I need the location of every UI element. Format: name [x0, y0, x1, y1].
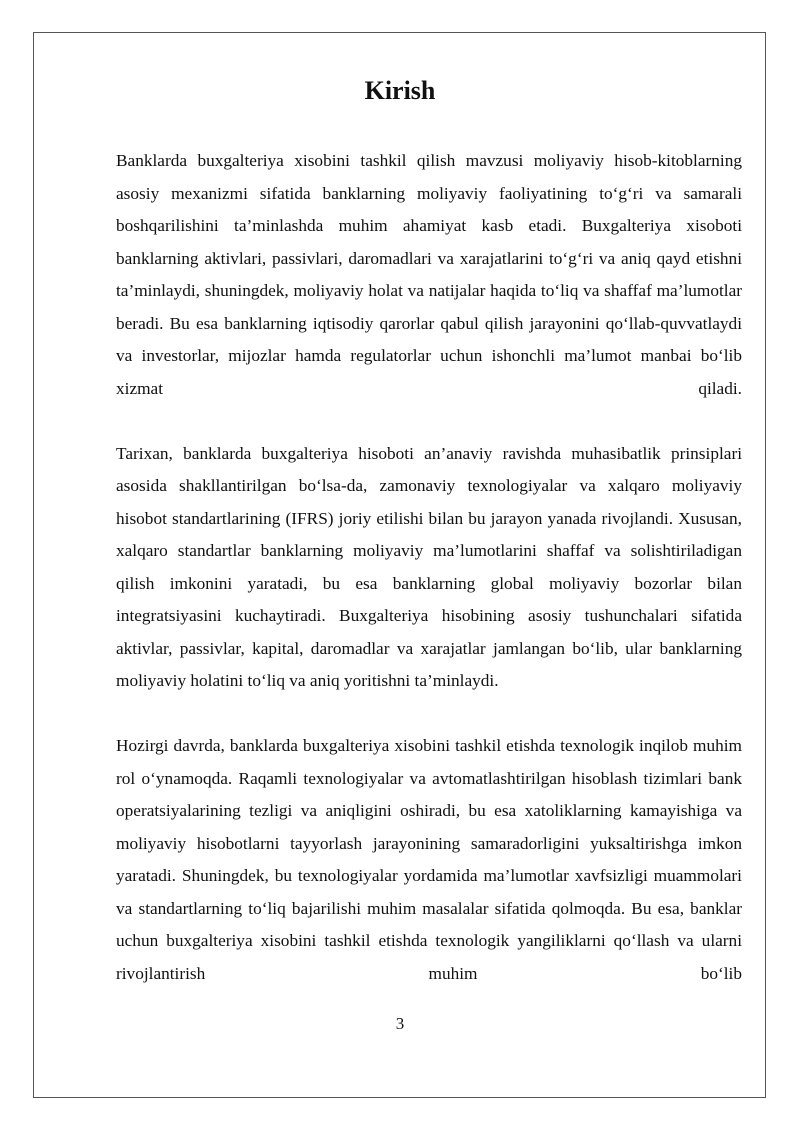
page-title: Kirish [364, 76, 436, 105]
document-body [116, 145, 742, 990]
paragraph-2: Tarixan, banklarda buxgalteriya hisoboti an’anaviy ravishda muhasibatlik prinsiplari asosida shakllantirilgan bo‘lsa-da, zamonaviy texnologiyalar va xalqaro moliyaviy hisobot standartlarining (IFRS) joriy etilishi bilan bu jarayon yanada rivojlandi. Xususan, xalqaro standartlar banklarning moliyaviy ma’lumotlarini shaffaf va solishtiriladigan qilish imkonini yaratadi, bu esa banklarning global moliyaviy bozorlar bilan integratsiyasini kuchaytiradi. Buxgalteriya hisobining asosiy tushunchalari sifatida aktivlar, passivlar, kapital, daromadlar va xarajatlar jamlangan bo‘lib, ular banklarning moliyaviy holatini to‘liq va aniq yoritishni ta’minlaydi. [116, 443, 742, 690]
paragraph-1: Banklarda buxgalteriya xisobini tashkil qilish mavzusi moliyaviy hisob-kitoblarning asosiy mexanizmi sifatida banklarning moliyaviy faoliyatining to‘g‘ri va samarali boshqarilishini ta’minlashda muhim ahamiyat kasb etadi. Buxgalteriya xisoboti banklarning aktivlari, passivlari, daromadlari va xarajatlarini to‘g‘ri va aniq qayd etishni ta’minlaydi, shuningdek, moliyaviy holat va natijalar haqida to‘liq va shaffaf ma’lumotlar beradi. Bu esa banklarning iqtisodiy qarorlar qabul qilish jarayonini qo‘llab-quvvatlaydi va investorlar, mijozlar hamda regulatorlar uchun ishonchli ma’lumot manbai bo‘lib xizmat qiladi. [116, 151, 742, 398]
page-number: 3 [395, 1014, 405, 1033]
paragraph-3: Hozirgi davrda, banklarda buxgalteriya xisobini tashkil etishda texnologik inqilob muhim rol o‘ynamoqda. Raqamli texnologiyalar va avtomatlashtirilgan hisoblash tizimlari bank operatsiyalarining tezligi va aniqligini oshiradi, bu esa xatoliklarning kamayishiga va moliyaviy hisobotlarni tayyorlash jarayonining samaradorligini yuksaltirishga imkon yaratadi. Shuningdek, bu texnologiyalar yordamida ma’lumotlar xavfsizligi muammolari va standartlarning to‘liq bajarilishi muhim masalalar sifatida qolmoqda. Bu esa, banklar uchun buxgalteriya xisobini tashkil etishda texnologik yangiliklarni qo‘llash va ularni rivojlantirish muhim bo‘lib [116, 736, 742, 983]
